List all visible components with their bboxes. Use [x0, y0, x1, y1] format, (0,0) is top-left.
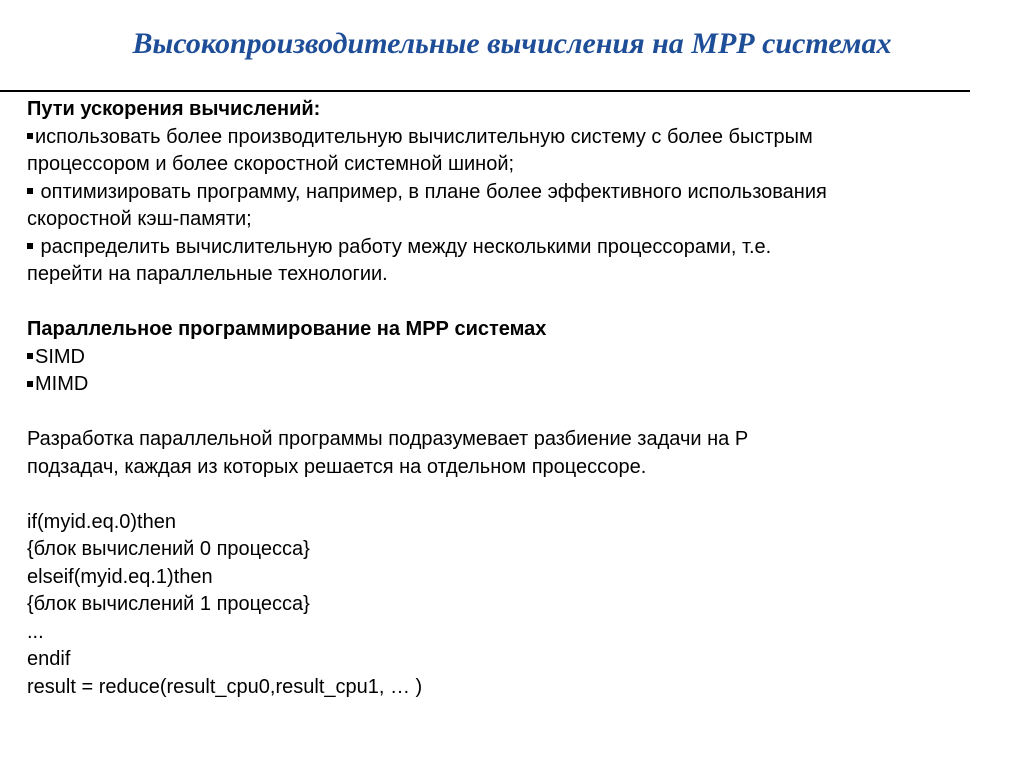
- blank-line: [27, 481, 987, 509]
- parallel-item-mimd: [27, 371, 987, 399]
- slide-title: Высокопроизводительные вычисления на МРР системах: [132, 27, 892, 60]
- square-bullet-icon: [27, 133, 33, 139]
- code-line: if(myid.eq.0)then: [27, 510, 176, 533]
- blank-line: [27, 289, 987, 317]
- speedup-heading: Пути ускорения вычислений:: [27, 98, 321, 120]
- parallel-item-simd: [27, 344, 987, 372]
- parallel-heading: Параллельное программирование на МРР системах: [27, 318, 547, 340]
- speedup-item-2-continued: скоростной кэш-памяти;: [27, 208, 252, 230]
- parallel-item-mimd-text: MIMD: [35, 373, 89, 395]
- code-line: result = reduce(result_cpu0,result_cpu1, … ): [27, 675, 423, 698]
- blank-line: [27, 399, 987, 427]
- code-line: {блок вычислений 0 процесса}: [27, 538, 310, 560]
- title-divider: [0, 90, 970, 92]
- code-line: {блок вычислений 1 процесса}: [27, 593, 310, 615]
- speedup-item-1: [27, 124, 987, 152]
- square-bullet-icon: [27, 381, 33, 387]
- speedup-item-1-text: использовать более производительную вычислительную систему с более быстрым: [35, 125, 813, 148]
- speedup-item-3: [27, 234, 987, 262]
- speedup-item-3-continued: перейти на параллельные технологии.: [27, 263, 388, 285]
- code-line: ...: [27, 620, 44, 643]
- code-line: endif: [27, 648, 71, 670]
- speedup-item-2-text: оптимизировать программу, например, в плане более эффективного использования: [35, 180, 827, 203]
- speedup-item-2: [27, 179, 987, 207]
- code-line: elseif(myid.eq.1)then: [27, 565, 213, 588]
- speedup-item-1-continued: процессором и более скоростной системной шиной;: [27, 153, 515, 175]
- parallel-item-simd-text: SIMD: [35, 345, 85, 368]
- speedup-item-3-text: распределить вычислительную работу между несколькими процессорами, т.е.: [35, 235, 772, 258]
- square-bullet-icon: [27, 188, 33, 194]
- paragraph-line-1: Разработка параллельной программы подразумевает разбиение задачи на P: [27, 428, 749, 450]
- slide-body: [27, 96, 987, 701]
- paragraph-line-2: подзадач, каждая из которых решается на отдельном процессоре.: [27, 455, 647, 478]
- square-bullet-icon: [27, 243, 33, 249]
- square-bullet-icon: [27, 353, 33, 359]
